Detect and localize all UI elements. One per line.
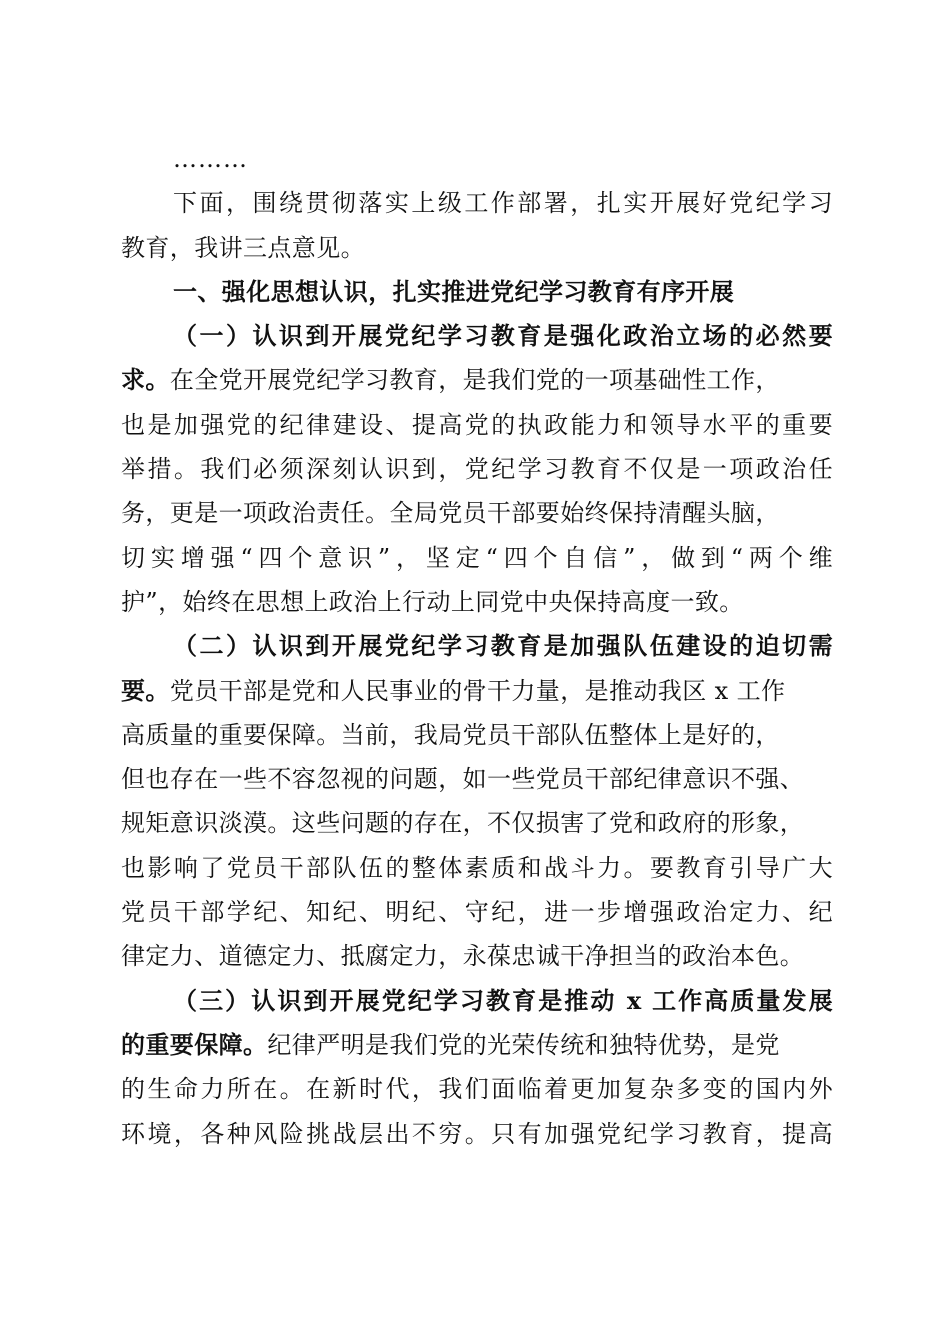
item-2-title-end: 要。 [121,675,170,705]
item-1-line-4: 举措。我们必须深刻认识到，党纪学习教育不仅是一项政治任 [121,455,833,484]
item-3-line-4: 环境，各种风险挑战层出不穷。只有加强党纪学习教育，提高 [121,1119,833,1148]
item-1-line-5: 务，更是一项政治责任。全局党员干部要始终保持清醒头脑， [121,499,780,528]
item-2-line-6: 也影响了党员干部队伍的整体素质和战斗力。要教育引导广大 [121,853,833,882]
item-2-line-3: 高质量的重要保障。当前，我局党员干部队伍整体上是好的， [121,720,780,749]
item-2-line-2-text: 党员干部是党和人民事业的骨干力量，是推动我区 x 工作 [169,676,786,705]
item-1-line-2-text: 在全党开展党纪学习教育，是我们党的一项基础性工作， [169,366,780,395]
item-1-line-7: 护”，始终在思想上政治上行动上同党中央保持高度一致。 [121,587,744,616]
item-2-line-2 [121,669,833,713]
item-2-line-8: 律定力、道德定力、抵腐定力，永葆忠诚干净担当的政治本色。 [121,942,805,971]
ellipsis-marker: ……… [173,145,248,173]
item-1-line-3: 也是加强党的纪律建设、提高党的执政能力和领导水平的重要 [121,410,833,439]
item-1-title: （一）认识到开展党纪学习教育是强化政治立场的必然要 [173,321,833,351]
item-3-title-end: 的重要保障。 [121,1029,268,1059]
item-3-line-2 [121,1023,833,1067]
item-1-line-6: 切实增强“四个意识”，坚定“四个自信”，做到“两个维 [121,543,833,572]
section-1-heading: 一、强化思想认识，扎实推进党纪学习教育有序开展 [173,276,735,306]
item-2-title: （二）认识到开展党纪学习教育是加强队伍建设的迫切需 [173,631,833,661]
item-1-line-2 [121,358,833,402]
intro-line-2: 教育，我讲三点意见。 [121,233,365,262]
item-3-line-3: 的生命力所在。在新时代，我们面临着更加复杂多变的国内外 [121,1075,833,1104]
item-2-line-4: 但也存在一些不容忽视的问题，如一些党员干部纪律意识不强、 [121,765,805,794]
item-1-title-end: 求。 [121,365,170,395]
item-2-line-5: 规矩意识淡漠。这些问题的存在，不仅损害了党和政府的形象， [121,809,805,838]
item-3-line-2-text: 纪律严明是我们党的光荣传统和独特优势，是党 [267,1030,780,1059]
item-2-line-7: 党员干部学纪、知纪、明纪、守纪，进一步增强政治定力、纪 [121,898,833,927]
intro-line-1: 下面，围绕贯彻落实上级工作部署，扎实开展好党纪学习 [173,189,833,218]
item-3-title: （三）认识到开展党纪学习教育是推动 x 工作高质量发展 [173,985,833,1015]
document-body [121,137,833,1156]
